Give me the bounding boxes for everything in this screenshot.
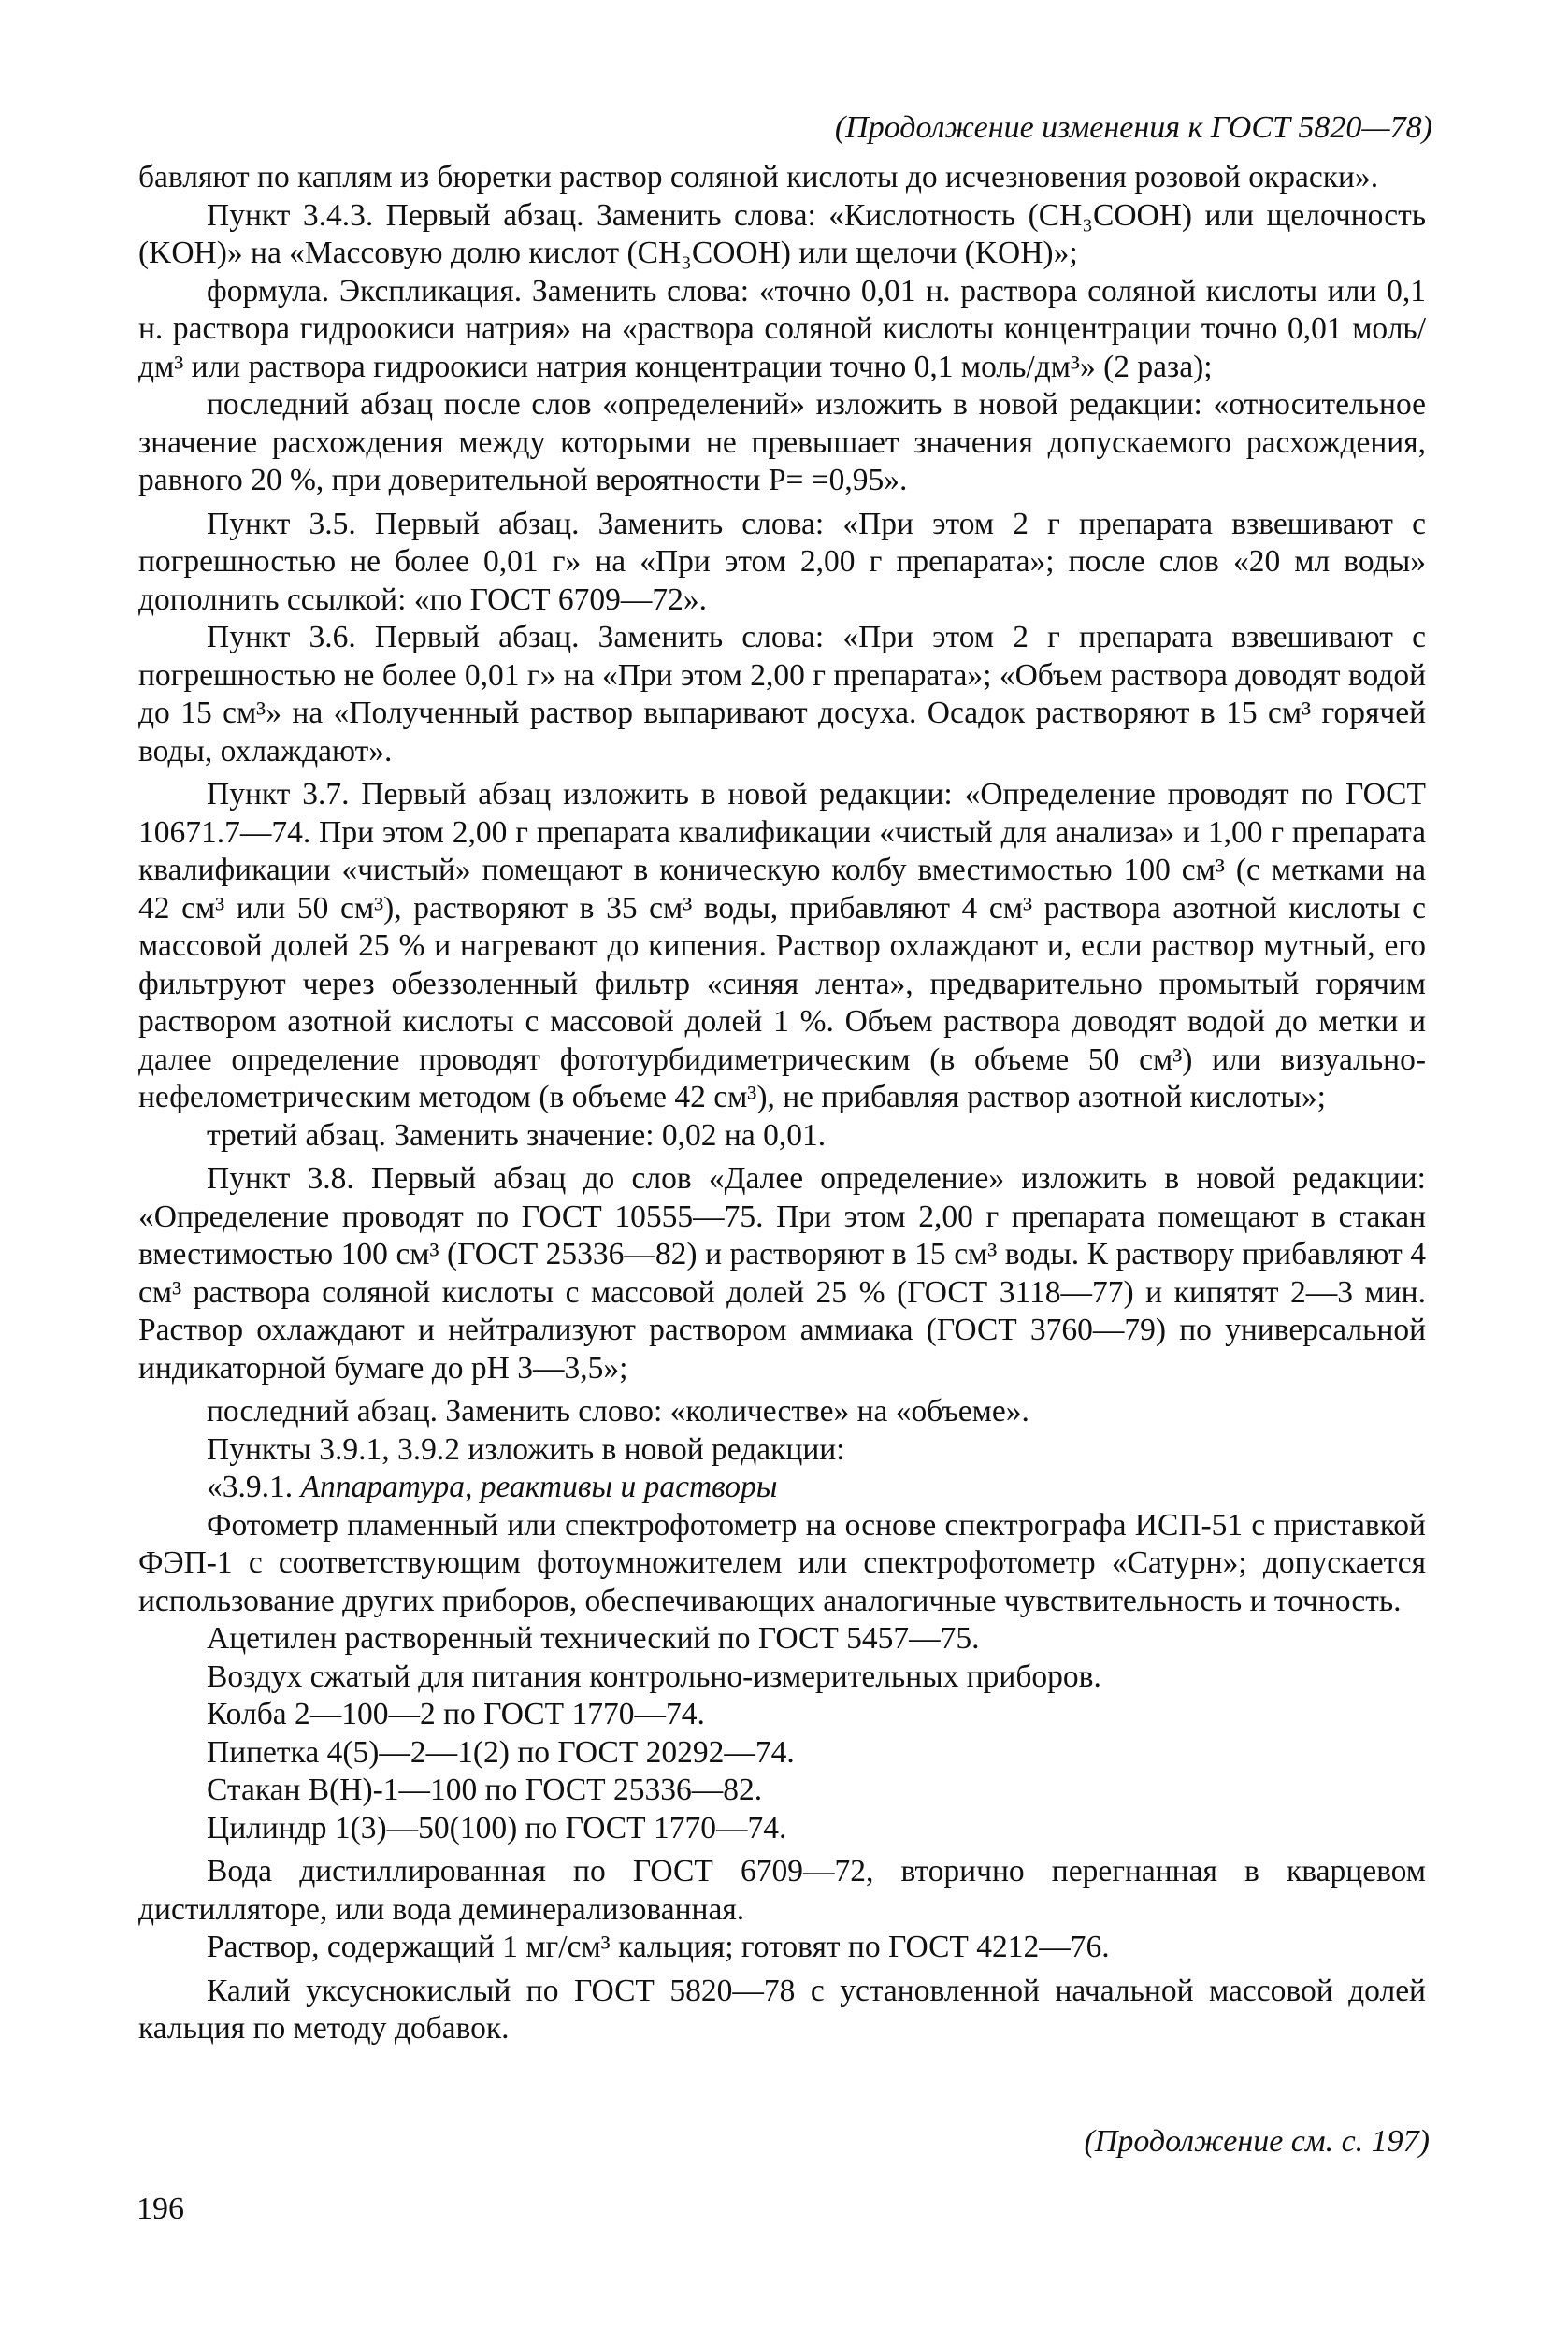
water-paragraph: Вода дистиллированная по ГОСТ 6709—72, вторично перегнанная в кварцевом дистилляторе, или вода деминерализованная. [138, 1854, 1426, 1927]
paragraph-continuation: бавляют по каплям из бюретки раствор соляной кислоты до исчезновения розовой окраски». [138, 160, 1379, 194]
paragraph-formula: формула. Экспликация. Заменить слова: «точно 0,01 н. раствора соляной кислоты или 0,1 н. раствора гидроокиси натрия» на «раствора соляной кислоты концентрации точно 0,01 моль/дм³ или раствора гидроокиси натрия концентрации точно 0,1 моль/дм³» (2 раза); [138, 273, 1426, 384]
section-heading-number: «3.9.1. [207, 1470, 301, 1504]
paragraph-3-5: Пункт 3.5. Первый абзац. Заменить слова: «При этом 2 г препарата взвешивают с погрешностью не более 0,01 г» на «При этом 2,00 г препарата»; после слов «20 мл воды» дополнить ссылкой: «по ГОСТ 6709—72». [138, 506, 1426, 617]
paragraph-3-4-3: Пункт 3.4.3. Первый абзац. Заменить слова: «Кислотность (CH₃COOH) или щелочность (KOH)» на «Массовую долю кислот (CH₃COOH) или щелочи (KOH)»; [138, 197, 1426, 270]
section-heading-title: Аппаратура, реактивы и растворы [300, 1470, 778, 1504]
running-header: (Продолжение изменения к ГОСТ 5820—78) [834, 110, 1432, 145]
continuation-footer: (Продолжение см. с. 197) [1084, 2124, 1430, 2159]
equipment-item: Воздух сжатый для питания контрольно-измерительных приборов. [207, 1659, 1101, 1694]
potassium-paragraph: Калий уксуснокислый по ГОСТ 5820—78 с установленной начальной массовой долей кальция по методу добавок. [138, 1973, 1426, 2046]
paragraph-last-abzac: последний абзац после слов «определений» изложить в новой редакции: «относительное значение расхождения между которыми не превышает значения допускаемого расхождения, равного 20 %, при доверительной вероятности P= =0,95». [138, 387, 1426, 497]
paragraph-last-abzac-2: последний абзац. Заменить слово: «количестве» на «объеме». [207, 1394, 1029, 1429]
equipment-item: Колба 2—100—2 по ГОСТ 1770—74. [207, 1697, 705, 1731]
equipment-intro: Фотометр пламенный или спектрофотометр на основе спектрографа ИСП-51 с приставкой ФЭП-1 с соответствующим фотоумножителем или спектрофотометр «Сатурн»; допускается использование других приборов, обеспечивающих аналогичные чувствительность и точность. [138, 1507, 1426, 1618]
page-number: 196 [137, 2191, 184, 2226]
calcium-solution-paragraph: Раствор, содержащий 1 мг/см³ кальция; готовят по ГОСТ 4212—76. [207, 1930, 1110, 1964]
paragraph-3-7: Пункт 3.7. Первый абзац изложить в новой редакции: «Определение проводят по ГОСТ 10671.7—74. При этом 2,00 г препарата квалификации «чистый для анализа» и 1,00 г препарата квалификации «чистый» помещают в коническую колбу вместимостью 100 см³ (с метками на 42 см³ или 50 см³), растворяют в 35 см³ воды, прибавляют 4 см³ раствора азотной кислоты с массовой долей 25 % и нагревают до кипения. Раствор охлаждают и, если раствор мутный, его фильтруют через обеззоленный фильтр «синяя лента», предварительно промытый горячим раствором азотной кислоты с массовой долей 1 %. Объем раствора доводят водой до метки и далее определение проводят фототурбидиметрическим (в объеме 50 см³) или визуально-нефелометрическим методом (в объеме 42 см³), не прибавляя раствор азотной кислоты»; [138, 777, 1426, 1114]
paragraph-3-8: Пункт 3.8. Первый абзац до слов «Далее определение» изложить в новой редакции: «Определение проводят по ГОСТ 10555—75. При этом 2,00 г препарата помещают в стакан вместимостью 100 см³ (ГОСТ 25336—82) и растворяют в 15 см³ воды. К раствору прибавляют 4 см³ раствора соляной кислоты с массовой долей 25 % (ГОСТ 3118—77) и кипятят 2—3 мин. Раствор охлаждают и нейтрализуют раствором аммиака (ГОСТ 3760—79) по универсальной индикаторной бумаге до pH 3—3,5»; [138, 1161, 1426, 1386]
equipment-item: Ацетилен растворенный технический по ГОСТ 5457—75. [207, 1621, 980, 1656]
equipment-item: Пипетка 4(5)—2—1(2) по ГОСТ 20292—74. [207, 1734, 795, 1770]
equipment-item: Стакан В(Н)-1—100 по ГОСТ 25336—82. [207, 1773, 763, 1807]
equipment-item: Цилиндр 1(3)—50(100) по ГОСТ 1770—74. [207, 1810, 787, 1846]
section-heading [138, 1469, 1426, 1507]
document-body [138, 159, 1426, 2048]
paragraph-3-9: Пункты 3.9.1, 3.9.2 изложить в новой редакции: [207, 1431, 845, 1467]
paragraph-third-abzac: третий абзац. Заменить значение: 0,02 на 0,01. [207, 1117, 827, 1153]
paragraph-3-6: Пункт 3.6. Первый абзац. Заменить слова: «При этом 2 г препарата взвешивают с погрешностью не более 0,01 г» на «При этом 2,00 г препарата»; «Объем раствора доводят водой до 15 см³» на «Полученный раствор выпаривают досуха. Осадок растворяют в 15 см³ горячей воды, охлаждают». [138, 620, 1426, 768]
